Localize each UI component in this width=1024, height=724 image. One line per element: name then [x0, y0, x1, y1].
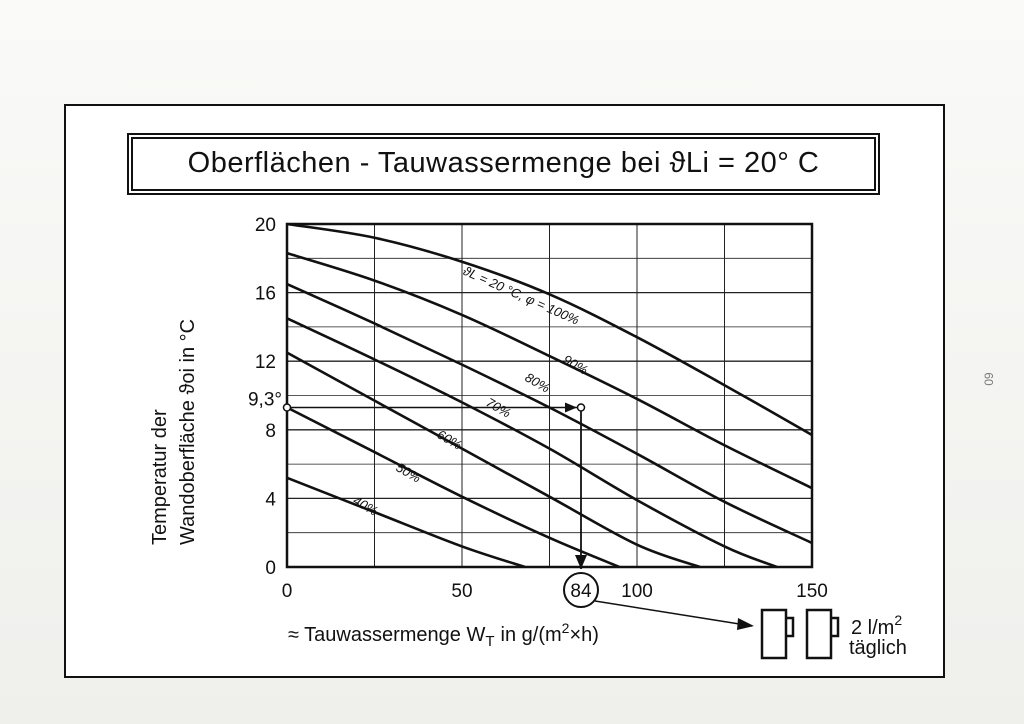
tick-labels — [255, 215, 828, 602]
x-axis-title — [288, 620, 599, 650]
y-tick-label: 8 — [265, 420, 276, 442]
result-text-line2: täglich — [849, 637, 907, 659]
result-annotation — [849, 612, 907, 659]
y-tick-label: 12 — [254, 352, 276, 374]
curve-label-5: 50% — [393, 459, 424, 486]
curve-label-2: 80% — [522, 369, 553, 396]
result-text-sup: 2 — [894, 612, 903, 628]
result-pointer-line — [595, 601, 752, 626]
x-axis-title-unit-sup: 2 — [561, 620, 570, 636]
start-point-marker — [284, 404, 291, 411]
mug-icon — [762, 610, 786, 658]
intersection-point-marker — [578, 404, 585, 411]
x-axis-title-main: ≈ Tauwassermenge W — [288, 624, 486, 646]
curve-label-1: 90% — [560, 351, 591, 378]
arrow-head — [737, 618, 754, 630]
curve-label-3: 70% — [483, 394, 514, 421]
curve-label-6: 40% — [350, 492, 381, 519]
curve-labels — [351, 263, 591, 519]
x-tick-label: 150 — [796, 581, 828, 602]
y-tick-label: 16 — [254, 283, 276, 305]
x-axis-title-subscript: T — [485, 633, 495, 650]
svg-text:2 l/m2 — [851, 612, 902, 639]
y-tick-label: 20 — [254, 215, 276, 236]
x-axis-title-unit: in g/(m — [500, 624, 562, 646]
example-y-label: 9,3° — [247, 389, 282, 411]
page-number: 60 — [981, 372, 996, 386]
result-text-line1: 2 l/m — [851, 617, 895, 639]
y-axis-title-line1: Temperatur der — [149, 409, 171, 545]
x-tick-label: 0 — [281, 581, 293, 602]
x-tick-label: 100 — [621, 581, 653, 602]
y-tick-label: 4 — [265, 489, 276, 511]
curve-label-0: ϑL = 20 °C, φ = 100% — [460, 263, 582, 328]
series-line-4 — [287, 353, 700, 567]
x-axis-title-unit-end: ×h) — [569, 624, 599, 646]
chart-title: Oberflächen - Tauwassermenge bei ϑLi = 20° C — [187, 147, 820, 179]
mug-icon — [807, 610, 831, 658]
arrow-head — [565, 403, 577, 413]
example-x-label: 84 — [570, 581, 592, 602]
series-line-6 — [287, 478, 525, 567]
y-axis-title-line2: Wandoberfläche ϑoi in °C — [177, 318, 199, 545]
x-tick-label: 50 — [451, 581, 473, 602]
y-tick-label: 0 — [265, 558, 276, 579]
curve-label-4: 60% — [434, 426, 465, 453]
